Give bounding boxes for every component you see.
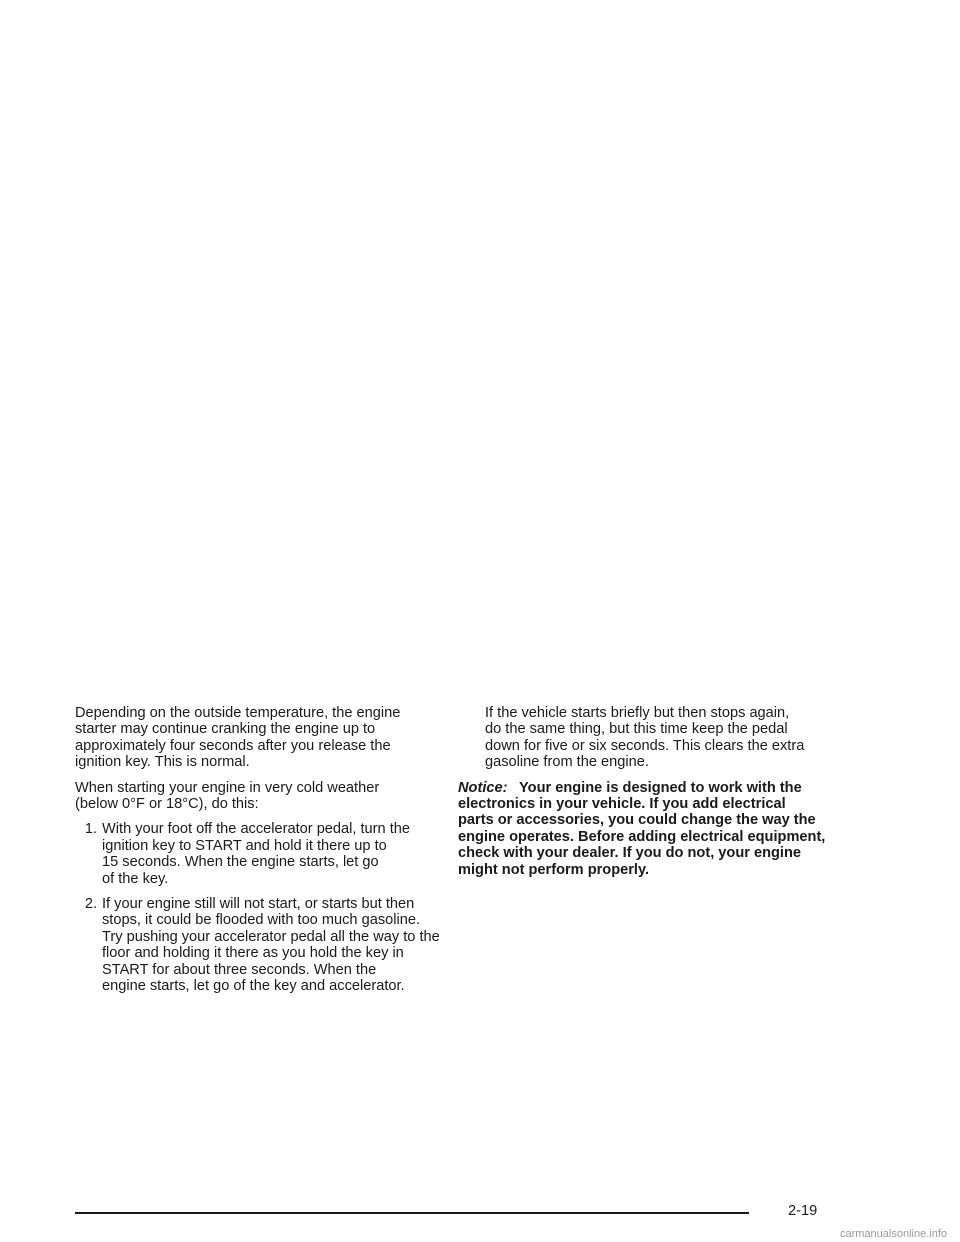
list-item: 2. If your engine still will not start, or starts but then stops, it could be flooded with too much gasoline. Try pushing your accelerator pedal all the way to the floor and holding it there as you hold the key in START for about three seconds. When the engine starts, let go of the key and accelerator. [75, 896, 447, 994]
left-column [75, 705, 447, 1004]
notice-label: Notice: [458, 779, 508, 796]
right-column [458, 705, 833, 878]
page-number: 2-19 [788, 1203, 818, 1219]
cranking-paragraph: Depending on the outside temperature, the engine starter may continue cranking the engine up to approximately four seconds after you release the ignition key. This is normal. [75, 705, 401, 771]
list-item-number: 1. [84, 821, 97, 838]
flooded-continuation-paragraph: If the vehicle starts briefly but then stops again, do the same thing, but this time keep the pedal down for five or six seconds. This clears the extra gasoline from the engine. [485, 705, 805, 771]
list-item: 1. With your foot off the accelerator pedal, turn the ignition key to START and hold it there up to 15 seconds. When the engine starts, let go of the key. [75, 821, 447, 887]
starting-steps-list [75, 821, 447, 994]
cold-weather-paragraph: When starting your engine in very cold weather (below 0°F or 18°C), do this: [75, 779, 380, 813]
list-item-number: 2. [84, 896, 97, 913]
watermark: carmanualsonline.info [840, 1228, 948, 1240]
footer-rule [75, 1212, 749, 1214]
notice-block: Notice: Your engine is designed to work with the electronics in your vehicle. If you add electrical parts or accessories, you could change the way the engine operates. Before adding electrical equipment, check with your dealer. If you do not, your engine might not perform properly. [458, 779, 826, 878]
